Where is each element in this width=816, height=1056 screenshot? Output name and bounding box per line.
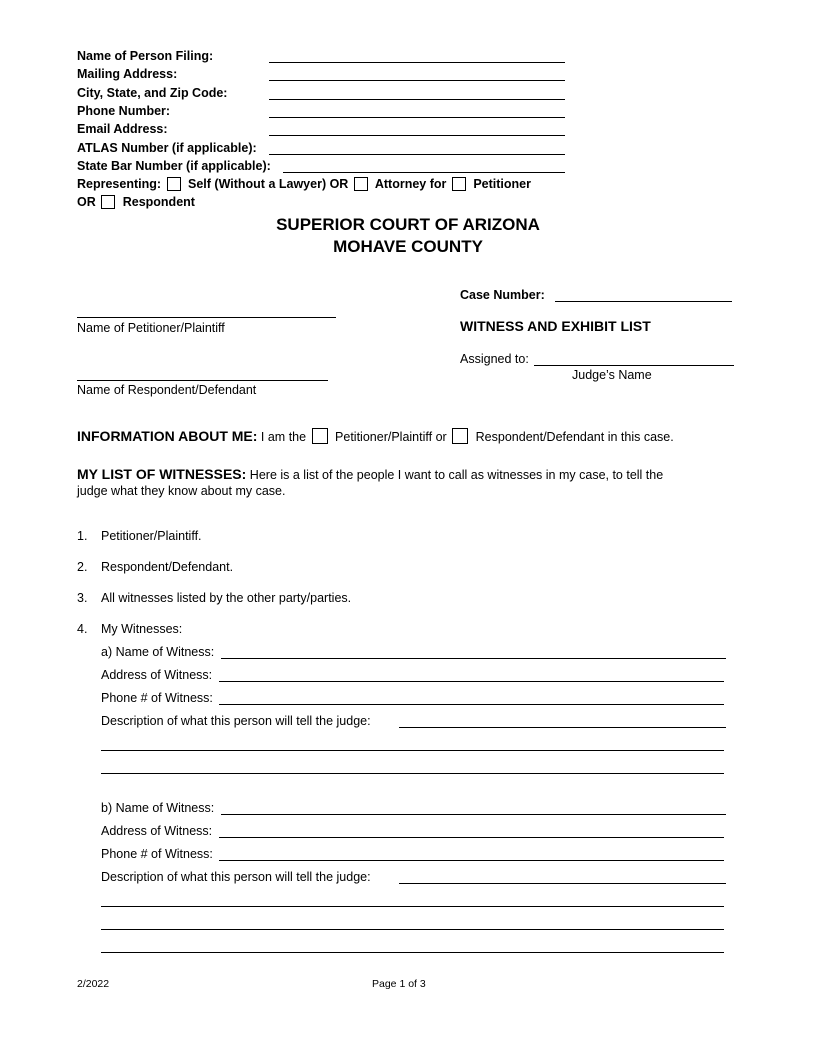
case-number-label: Case Number: bbox=[460, 288, 545, 302]
respondent-caption: Name of Respondent/Defendant bbox=[77, 383, 257, 397]
witness-b-desc-field[interactable] bbox=[399, 883, 726, 884]
self-label: Self (Without a Lawyer) OR bbox=[188, 177, 349, 191]
petitioner-label: Petitioner bbox=[473, 177, 531, 191]
witness-b-phone-field[interactable] bbox=[219, 860, 724, 861]
attorney-label: Attorney for bbox=[374, 177, 447, 191]
witness-b-phone-label: Phone # of Witness: bbox=[101, 847, 213, 861]
witness-a-phone-field[interactable] bbox=[219, 704, 724, 705]
footer-page-number: Page 1 of 3 bbox=[372, 978, 426, 990]
witness-b-address-label: Address of Witness: bbox=[101, 824, 213, 838]
filer-email-label: Email Address: bbox=[77, 122, 168, 136]
filer-mailing-field[interactable] bbox=[269, 80, 565, 81]
list-item: Respondent/Defendant. bbox=[101, 560, 234, 574]
self-checkbox[interactable] bbox=[167, 177, 181, 191]
witness-a-address-field[interactable] bbox=[219, 681, 724, 682]
list-item-number: 4. bbox=[77, 622, 88, 636]
witness-a-desc-field[interactable] bbox=[399, 727, 726, 728]
witness-b-desc-label: Description of what this person will tell the judge: bbox=[101, 870, 371, 884]
court-name: SUPERIOR COURT OF ARIZONA bbox=[276, 215, 540, 234]
filer-bar-field[interactable] bbox=[283, 172, 565, 173]
or-label: OR bbox=[77, 195, 96, 209]
filer-atlas-field[interactable] bbox=[269, 154, 565, 155]
list-item-number: 2. bbox=[77, 560, 88, 574]
filer-atlas-label: ATLAS Number (if applicable): bbox=[77, 141, 257, 155]
witness-b-desc-line[interactable] bbox=[101, 952, 724, 953]
info-petitioner-label: Petitioner/Plaintiff or bbox=[335, 430, 447, 444]
info-petitioner-checkbox[interactable] bbox=[312, 428, 328, 444]
info-respondent-checkbox[interactable] bbox=[452, 428, 468, 444]
representing-row bbox=[77, 177, 531, 191]
witnesses-intro-line2: judge what they know about my case. bbox=[77, 484, 286, 498]
witness-a-desc-label: Description of what this person will tell the judge: bbox=[101, 714, 371, 728]
representing-row-2 bbox=[77, 195, 195, 209]
witness-a-phone-label: Phone # of Witness: bbox=[101, 691, 213, 705]
filer-name-field[interactable] bbox=[269, 62, 565, 63]
assigned-label: Assigned to: bbox=[460, 352, 529, 366]
witness-b-name-field[interactable] bbox=[221, 814, 726, 815]
info-row bbox=[77, 428, 674, 444]
form-title: WITNESS AND EXHIBIT LIST bbox=[460, 318, 651, 334]
filer-name-label: Name of Person Filing: bbox=[77, 49, 214, 63]
filer-phone-field[interactable] bbox=[269, 117, 565, 118]
witness-a-desc-line[interactable] bbox=[101, 750, 724, 751]
list-item-number: 3. bbox=[77, 591, 88, 605]
filer-email-field[interactable] bbox=[269, 135, 565, 136]
judge-caption: Judge’s Name bbox=[572, 368, 652, 382]
list-item: Petitioner/Plaintiff. bbox=[101, 529, 202, 543]
footer-date: 2/2022 bbox=[77, 978, 110, 990]
county-name: MOHAVE COUNTY bbox=[333, 237, 483, 256]
list-item-number: 1. bbox=[77, 529, 88, 543]
petitioner-name-field[interactable] bbox=[77, 317, 336, 318]
filer-city-label: City, State, and Zip Code: bbox=[77, 86, 228, 100]
info-heading: INFORMATION ABOUT ME: bbox=[77, 428, 258, 444]
respondent-label: Respondent bbox=[122, 195, 195, 209]
witness-a-address-label: Address of Witness: bbox=[101, 668, 213, 682]
respondent-name-field[interactable] bbox=[77, 380, 328, 381]
witness-b-desc-line[interactable] bbox=[101, 906, 724, 907]
list-item: All witnesses listed by the other party/parties. bbox=[101, 591, 352, 605]
judge-name-field[interactable] bbox=[534, 365, 734, 366]
petitioner-caption: Name of Petitioner/Plaintiff bbox=[77, 321, 225, 335]
info-respondent-label: Respondent/Defendant in this case. bbox=[475, 430, 674, 444]
list-item: My Witnesses: bbox=[101, 622, 183, 636]
respondent-checkbox[interactable] bbox=[101, 195, 115, 209]
case-number-field[interactable] bbox=[555, 301, 732, 302]
witness-b-name-label: b) Name of Witness: bbox=[101, 801, 215, 815]
witnesses-heading: MY LIST OF WITNESSES: bbox=[77, 466, 247, 482]
i-am-label: I am the bbox=[260, 430, 307, 444]
witness-a-name-field[interactable] bbox=[221, 658, 726, 659]
attorney-checkbox[interactable] bbox=[354, 177, 368, 191]
representing-label: Representing: bbox=[77, 177, 162, 191]
witness-a-desc-line[interactable] bbox=[101, 773, 724, 774]
witness-b-address-field[interactable] bbox=[219, 837, 724, 838]
petitioner-checkbox[interactable] bbox=[452, 177, 466, 191]
witnesses-intro-line1: Here is a list of the people I want to call as witnesses in my case, to tell the bbox=[249, 468, 664, 482]
witnesses-intro bbox=[77, 466, 663, 482]
filer-phone-label: Phone Number: bbox=[77, 104, 171, 118]
witness-a-name-label: a) Name of Witness: bbox=[101, 645, 215, 659]
witness-b-desc-line[interactable] bbox=[101, 929, 724, 930]
filer-mailing-label: Mailing Address: bbox=[77, 67, 178, 81]
filer-city-field[interactable] bbox=[269, 99, 565, 100]
filer-bar-label: State Bar Number (if applicable): bbox=[77, 159, 271, 173]
